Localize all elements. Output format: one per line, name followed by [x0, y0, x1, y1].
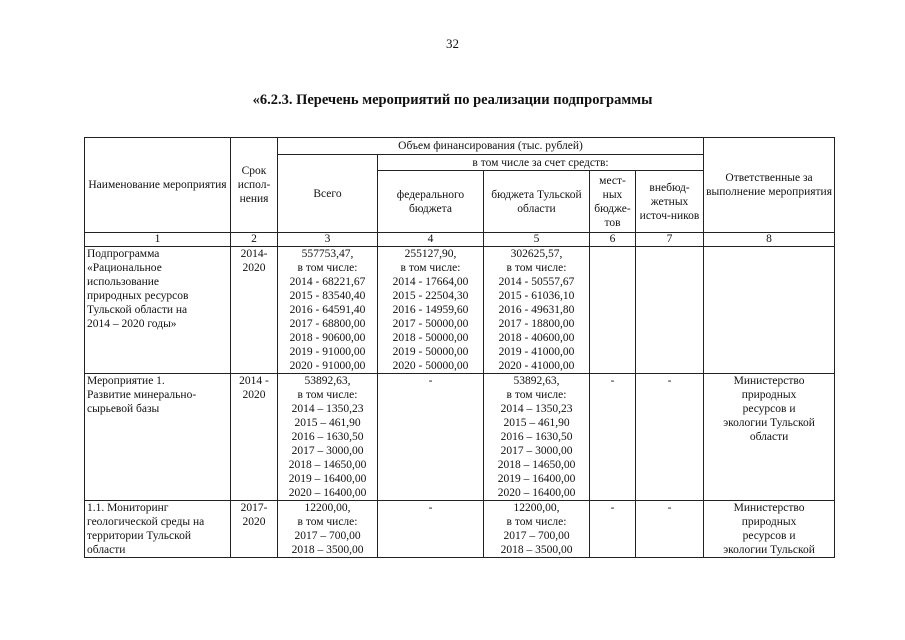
cell-total-line: 53892,63, — [304, 375, 351, 387]
cell-total-line: 2020 – 16400,00 — [288, 487, 367, 499]
header-regional: бюджета Тульской области — [484, 171, 590, 233]
cell-regional-line: 2014 – 1350,23 — [500, 403, 573, 415]
cell-regional-line: 2018 – 14650,00 — [497, 459, 576, 471]
cell-regional — [484, 501, 590, 558]
cell-responsible-line: ресурсов и — [742, 530, 796, 542]
cell-name-line: «Рациональное — [87, 262, 162, 274]
cell-total-line: 2014 – 1350,23 — [291, 403, 364, 415]
cell-regional-line: 2014 - 50557,67 — [498, 276, 575, 288]
cell-total-line: 2017 – 700,00 — [294, 530, 361, 542]
cell-local — [590, 501, 636, 558]
cell-regional-line: в том числе: — [506, 389, 567, 401]
cell-extra — [636, 501, 704, 558]
column-number: 4 — [378, 233, 484, 247]
cell-total-line: 557753,47, — [301, 248, 354, 260]
cell-total-line: 2020 - 91000,00 — [289, 360, 366, 372]
table-row-subprogram — [85, 247, 835, 374]
cell-total-line: 2015 - 83540,40 — [289, 290, 366, 302]
cell-total-line: в том числе: — [297, 262, 358, 274]
column-number: 6 — [590, 233, 636, 247]
cell-responsible-line: Министерство — [733, 502, 805, 514]
header-name: Наименование мероприятия — [85, 138, 231, 233]
cell-regional-line: 2017 - 18800,00 — [498, 318, 575, 330]
cell-regional-line: 2016 - 49631,80 — [498, 304, 575, 316]
cell-responsible-line: природных — [741, 516, 797, 528]
cell-regional-line: 2019 - 41000,00 — [498, 346, 575, 358]
header-local: мест-ных бюдже-тов — [590, 171, 636, 233]
cell-federal-line: - — [428, 502, 433, 514]
cell-extra-value: - — [667, 502, 672, 514]
column-number: 2 — [231, 233, 278, 247]
cell-name-line: 2014 – 2020 годы» — [87, 318, 177, 330]
cell-extra — [636, 247, 704, 374]
cell-responsible-line: природных — [741, 389, 797, 401]
cell-term-line: 2020 — [242, 389, 266, 401]
cell-name-line: сырьевой базы — [87, 403, 160, 415]
cell-name-line: Мероприятие 1. — [87, 375, 165, 387]
header-extra: внебюд-жетных источ-ников — [636, 171, 704, 233]
header-term: Срок испол-нения — [231, 138, 278, 233]
cell-name — [85, 501, 231, 558]
cell-total-line: 2016 – 1630,50 — [291, 431, 364, 443]
cell-total — [278, 374, 378, 501]
cell-federal-line: 2017 - 50000,00 — [392, 318, 469, 330]
cell-total — [278, 247, 378, 374]
cell-name-line: Развитие минерально- — [87, 389, 197, 401]
cell-name-line: области — [87, 544, 126, 556]
cell-term — [231, 247, 278, 374]
cell-extra-value: - — [667, 375, 672, 387]
cell-term — [231, 374, 278, 501]
column-number: 3 — [278, 233, 378, 247]
cell-responsible-line: экологии Тульской — [723, 417, 815, 429]
cell-responsible — [704, 247, 835, 374]
cell-regional-line: 2016 – 1630,50 — [500, 431, 573, 443]
cell-regional-line: в том числе: — [506, 516, 567, 528]
cell-total-line: 12200,00, — [304, 502, 351, 514]
cell-total-line: 2017 – 3000,00 — [291, 445, 364, 457]
cell-total-line: в том числе: — [297, 389, 358, 401]
header-funding: Объем финансирования (тыс. рублей) — [278, 138, 704, 155]
cell-name — [85, 374, 231, 501]
cell-total-line: 2018 - 90600,00 — [289, 332, 366, 344]
cell-name-line: Тульской области на — [87, 304, 188, 316]
cell-federal-line: 2020 - 50000,00 — [392, 360, 469, 372]
cell-federal-line: 255127,90, — [404, 248, 457, 260]
cell-responsible — [704, 501, 835, 558]
page-number: 32 — [446, 36, 459, 51]
header-responsible: Ответственные за выполнение мероприятия — [704, 138, 835, 233]
cell-federal-line: 2014 - 17664,00 — [392, 276, 469, 288]
cell-responsible-line: Министерство — [733, 375, 805, 387]
cell-federal-line: в том числе: — [400, 262, 461, 274]
cell-regional-line: 2018 – 3500,00 — [500, 544, 573, 556]
column-number: 1 — [85, 233, 231, 247]
cell-regional-line: в том числе: — [506, 262, 567, 274]
cell-responsible — [704, 374, 835, 501]
measures-table — [84, 137, 835, 558]
cell-regional-line: 2020 – 16400,00 — [497, 487, 576, 499]
cell-term-line: 2020 — [242, 262, 266, 274]
cell-regional-line: 2015 - 61036,10 — [498, 290, 575, 302]
column-number: 8 — [704, 233, 835, 247]
cell-federal — [378, 247, 484, 374]
cell-regional-line: 12200,00, — [513, 502, 560, 514]
cell-name-line: геологической среды на — [87, 516, 205, 528]
cell-regional-line: 2017 – 3000,00 — [500, 445, 573, 457]
cell-term-line: 2017- — [240, 502, 268, 514]
document-title: «6.2.3. Перечень мероприятий по реализации подпрограммы — [252, 92, 653, 108]
cell-name-line: Подпрограмма — [87, 248, 160, 260]
cell-regional-line: 2020 - 41000,00 — [498, 360, 575, 372]
cell-responsible-line: ресурсов и — [742, 403, 796, 415]
cell-term — [231, 501, 278, 558]
cell-federal-line: 2016 - 14959,60 — [392, 304, 469, 316]
cell-name-line: территории Тульской — [87, 530, 192, 542]
cell-responsible-line: экологии Тульской — [723, 544, 815, 556]
header-federal: федерального бюджета — [378, 171, 484, 233]
cell-name — [85, 247, 231, 374]
cell-total-line: 2017 - 68800,00 — [289, 318, 366, 330]
cell-total-line: в том числе: — [297, 516, 358, 528]
cell-local — [590, 247, 636, 374]
cell-extra — [636, 374, 704, 501]
cell-total-line: 2015 – 461,90 — [294, 417, 361, 429]
table-row-measure — [85, 374, 835, 501]
cell-total-line: 2019 - 91000,00 — [289, 346, 366, 358]
cell-term-line: 2020 — [242, 516, 266, 528]
cell-total-line: 2014 - 68221,67 — [289, 276, 366, 288]
cell-responsible-line: области — [749, 431, 789, 443]
cell-regional-line: 53892,63, — [513, 375, 560, 387]
cell-total-line: 2018 – 14650,00 — [288, 459, 367, 471]
cell-federal — [378, 374, 484, 501]
cell-federal-line: 2019 - 50000,00 — [392, 346, 469, 358]
header-sources: в том числе за счет средств: — [378, 155, 704, 171]
header-total: Всего — [278, 155, 378, 233]
cell-regional-line: 2018 - 40600,00 — [498, 332, 575, 344]
cell-federal — [378, 501, 484, 558]
table-row-submeasure — [85, 501, 835, 558]
cell-regional — [484, 247, 590, 374]
column-number: 5 — [484, 233, 590, 247]
column-numbers-row — [85, 233, 835, 247]
cell-name-line: 1.1. Мониторинг — [87, 502, 169, 514]
cell-total-line: 2016 - 64591,40 — [289, 304, 366, 316]
cell-term-line: 2014 - — [239, 375, 269, 387]
cell-total — [278, 501, 378, 558]
cell-total-line: 2019 – 16400,00 — [288, 473, 367, 485]
cell-local — [590, 374, 636, 501]
cell-name-line: природных ресурсов — [87, 290, 189, 302]
cell-term-line: 2014- — [240, 248, 268, 260]
cell-federal-line: 2015 - 22504,30 — [392, 290, 469, 302]
cell-total-line: 2018 – 3500,00 — [291, 544, 364, 556]
cell-federal-line: 2018 - 50000,00 — [392, 332, 469, 344]
cell-local-value: - — [610, 375, 615, 387]
cell-regional — [484, 374, 590, 501]
cell-regional-line: 2015 – 461,90 — [503, 417, 570, 429]
column-number: 7 — [636, 233, 704, 247]
cell-local-value: - — [610, 502, 615, 514]
cell-regional-line: 2017 – 700,00 — [503, 530, 570, 542]
cell-regional-line: 302625,57, — [510, 248, 563, 260]
cell-regional-line: 2019 – 16400,00 — [497, 473, 576, 485]
cell-name-line: использование — [87, 276, 160, 288]
cell-federal-line: - — [428, 375, 433, 387]
